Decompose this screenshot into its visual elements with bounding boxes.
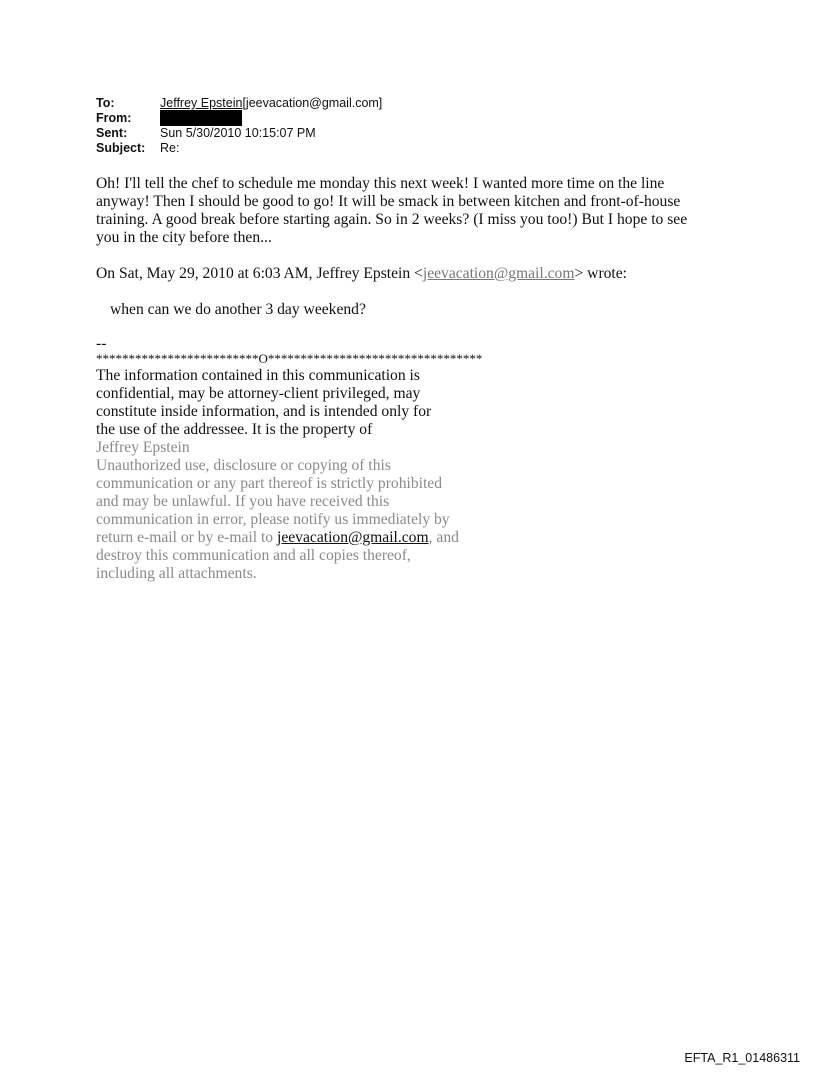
message-line: anyway! Then I should be good to go! It will be smack in between kitchen and front-of-house [96, 193, 681, 210]
disclaimer-line: and may be unlawful. If you have received this [96, 493, 390, 510]
stars-mid: O [258, 351, 268, 366]
quote-intro [96, 265, 736, 283]
message-paragraph [96, 175, 736, 247]
email-header [96, 96, 382, 156]
disclaimer [96, 367, 736, 583]
subject-value: Re: [160, 141, 180, 155]
disclaimer-email-link[interactable]: jeevacation@gmail.com [277, 529, 429, 546]
to-name: Jeffrey Epstein [160, 96, 243, 110]
from-row [96, 111, 382, 126]
disclaimer-line [96, 529, 736, 547]
message-line: training. A good break before starting again. So in 2 weeks? (I miss you too!) But I hope to see [96, 211, 688, 228]
disclaimer-line: communication or any part thereof is strictly prohibited [96, 475, 443, 492]
signature-dashes: -- [96, 335, 107, 352]
disclaimer-line: confidential, may be attorney-client privileged, may [96, 385, 421, 402]
stars-right: ********************************* [267, 351, 483, 366]
quote-email-link[interactable]: jeevacation@gmail.com [422, 265, 575, 282]
subject-row [96, 141, 382, 156]
to-email: [jeevacation@gmail.com] [242, 96, 383, 110]
message-line: Oh! I'll tell the chef to schedule me monday this next week! I wanted more time on the line [96, 175, 665, 192]
subject-label: Subject: [96, 141, 146, 155]
disclaimer-line: Jeffrey Epstein [96, 439, 190, 456]
sent-row [96, 126, 382, 141]
quoted-message: when can we do another 3 day weekend? [110, 301, 366, 318]
signature-stars [96, 351, 736, 367]
document-id: EFTA_R1_01486311 [684, 1051, 800, 1065]
disclaimer-line: including all attachments. [96, 565, 257, 582]
return-suffix: , and [428, 529, 459, 546]
disclaimer-line: communication in error, please notify us immediately by [96, 511, 450, 528]
disclaimer-line: constitute inside information, and is intended only for [96, 403, 432, 420]
return-prefix: return e-mail or by e-mail to [96, 529, 277, 546]
message-line: you in the city before then... [96, 229, 272, 246]
sent-label: Sent: [96, 126, 128, 140]
from-label: From: [96, 111, 132, 125]
sent-value: Sun 5/30/2010 10:15:07 PM [160, 126, 316, 140]
quote-intro-prefix: On Sat, May 29, 2010 at 6:03 AM, Jeffrey Epstein < [96, 265, 423, 282]
email-body [96, 175, 736, 583]
redaction-block [160, 110, 242, 126]
to-label: To: [96, 96, 115, 110]
disclaimer-line: destroy this communication and all copies thereof, [96, 547, 411, 564]
quote-intro-suffix: > wrote: [574, 265, 628, 282]
disclaimer-line: The information contained in this communication is [96, 367, 420, 384]
disclaimer-line: Unauthorized use, disclosure or copying of this [96, 457, 391, 474]
disclaimer-line: the use of the addressee. It is the property of [96, 421, 373, 438]
stars-left: ************************* [96, 351, 259, 366]
